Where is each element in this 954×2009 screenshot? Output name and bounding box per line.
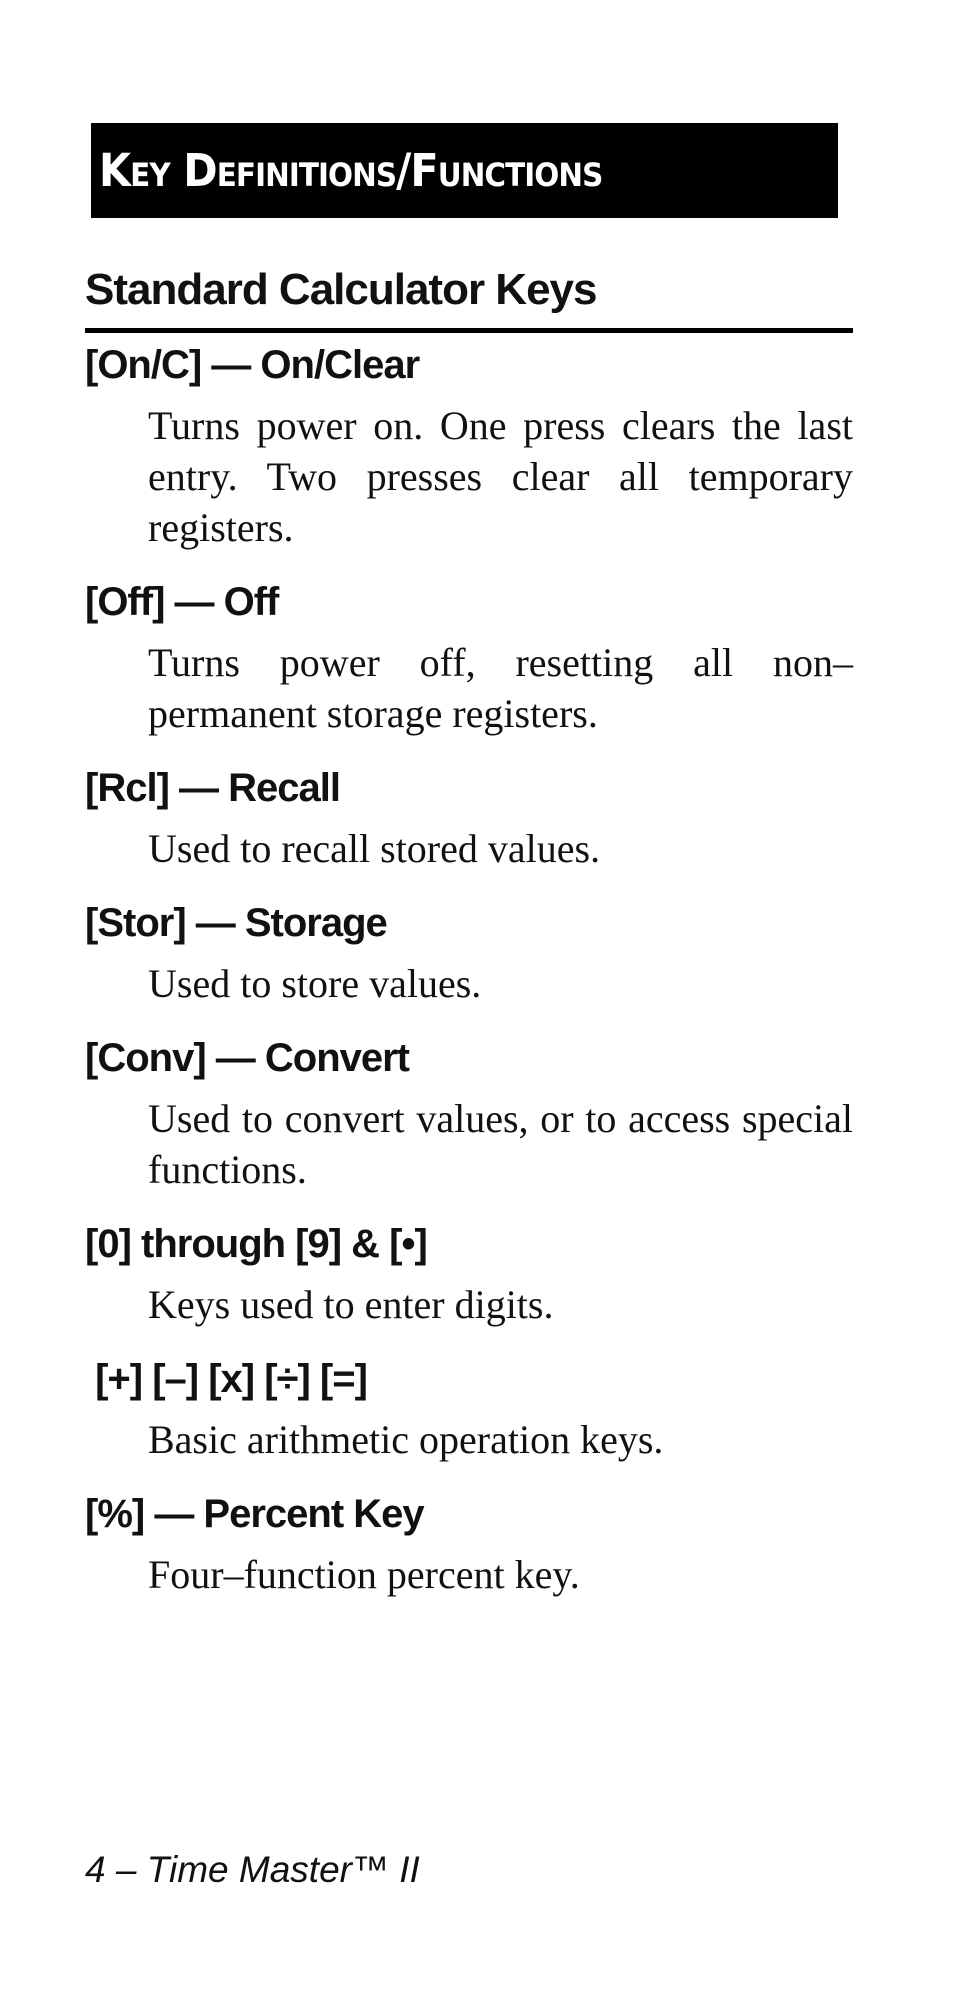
page-title: Key Definitions/Functions <box>99 144 603 197</box>
key-name: [Off] — Off <box>85 580 279 624</box>
key-definition-list <box>85 336 855 1600</box>
key-entry-arithmetic <box>85 1350 855 1465</box>
key-name: [On/C] — On/Clear <box>85 343 420 387</box>
key-description: Basic arithmetic operation keys. <box>148 1417 664 1462</box>
key-description: Used to convert values, or to access special functions. <box>148 1096 853 1192</box>
key-description: Four–function percent key. <box>148 1552 580 1597</box>
key-name: [Stor] — Storage <box>85 901 387 945</box>
key-description: Used to recall stored values. <box>148 826 601 871</box>
key-name: [Conv] — Convert <box>85 1036 409 1080</box>
key-entry-recall <box>85 759 855 874</box>
section-divider <box>85 328 853 333</box>
page-footer: 4 – Time Master™ II <box>85 1849 420 1890</box>
key-description: Used to store values. <box>148 961 482 1006</box>
key-name: [Rcl] — Recall <box>85 766 340 810</box>
key-entry-digits <box>85 1215 855 1330</box>
key-entry-percent <box>85 1485 855 1600</box>
key-name: [0] through [9] & [•] <box>85 1222 427 1266</box>
key-name: [+] [–] [x] [÷] [=] <box>85 1357 367 1401</box>
section-heading: Standard Calculator Keys <box>85 265 597 314</box>
key-entry-off <box>85 573 855 739</box>
key-description: Turns power off, resetting all non–permanent storage registers. <box>148 640 853 736</box>
key-entry-on-clear <box>85 336 855 553</box>
title-banner <box>91 123 838 218</box>
key-entry-storage <box>85 894 855 1009</box>
key-description: Keys used to enter digits. <box>148 1282 554 1327</box>
key-name: [%] — Percent Key <box>85 1492 424 1536</box>
key-entry-convert <box>85 1029 855 1195</box>
key-description: Turns power on. One press clears the last entry. Two presses clear all temporary registers. <box>148 403 853 550</box>
